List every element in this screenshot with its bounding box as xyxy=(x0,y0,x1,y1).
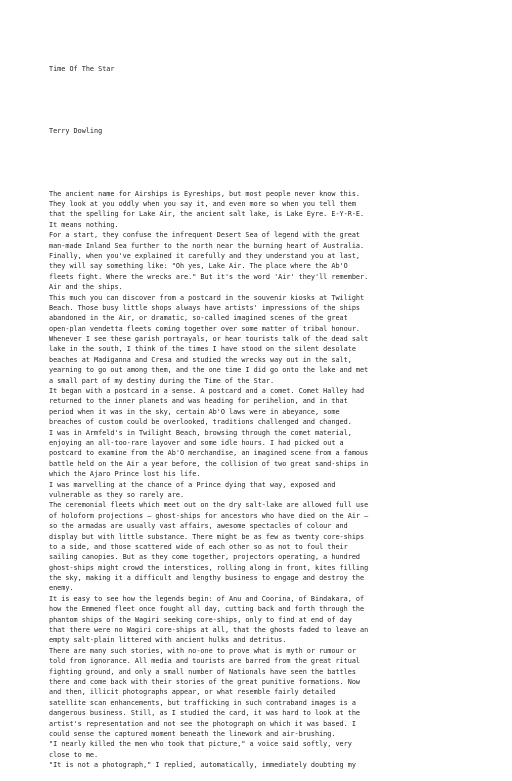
text-line: abandoned in the Air, or dramatic, so-called imagined scenes of the great xyxy=(49,314,348,323)
text-line: fighting ground, and only a small number of Nationals have seen the battles xyxy=(49,667,356,676)
text-line: It is easy to see how the legends begin: of Anu and Coorina, of Bindakara, of xyxy=(49,594,365,603)
text-line: the sky, making it a difficult and lengthy business to engage and destroy the xyxy=(49,574,365,583)
text-line: This much you can discover from a postcard in the souvenir kiosks at Twilight xyxy=(49,293,365,302)
text-line: battle held on the Air a year before, the collision of two great sand-ships in xyxy=(49,459,369,468)
text-line: enemy. xyxy=(49,584,74,593)
paragraph xyxy=(49,386,489,428)
paragraph xyxy=(49,189,489,231)
text-line: Finally, when you've explained it carefully and they understand you at last, xyxy=(49,251,360,260)
text-line: I was marvelling at the chance of a Prince dying that way, exposed and xyxy=(49,480,336,489)
text-line: "It is not a photograph," I replied, automatically, immediately doubting my xyxy=(49,761,356,770)
paragraph xyxy=(49,739,489,760)
text-line: postcard to examine from the Ab'O merchandise, an imagined scene from a famous xyxy=(49,449,369,458)
document-author: Terry Dowling xyxy=(49,127,103,136)
document-body xyxy=(49,189,489,771)
text-line: beaches at Madiganna and Cresa and studied the wrecks way out in the salt, xyxy=(49,355,352,364)
text-line: They look at you oddly when you say it, and even more so when you tell them xyxy=(49,200,356,209)
paragraph xyxy=(49,760,489,770)
text-line: man-made Inland Sea further to the north near the burning heart of Australia. xyxy=(49,241,365,250)
text-line: empty salt-plain littered with ancient hulks and detritus. xyxy=(49,636,287,645)
text-line: sailing canopies. But as they come together, projectors operating, a hundred xyxy=(49,553,360,562)
text-line: returned to the inner planets and was heading for perihelion, and in that xyxy=(49,397,348,406)
text-line: a small part of my destiny during the Time of the Star. xyxy=(49,376,275,385)
text-line: told from ignorance. All media and tourists are barred from the great ritual xyxy=(49,657,360,666)
text-line: There are many such stories, with no-one to prove what is myth or rumour or xyxy=(49,646,356,655)
text-line: The ceremonial fleets which meet out on the dry salt-lake are allowed full use xyxy=(49,501,369,510)
text-line: The ancient name for Airships is Eyreships, but most people never know this. xyxy=(49,189,360,198)
paragraph xyxy=(49,230,489,292)
text-line: yearning to go out among them, and the one time I did go onto the lake and met xyxy=(49,366,369,375)
text-line: could sense the captured moment beneath the linework and air-brushing. xyxy=(49,729,336,738)
text-line: how the Emmened fleet once fought all day, cutting back and forth through the xyxy=(49,605,365,614)
text-line: enjoying an all-too-rare layover and some idle hours. I had picked out a xyxy=(49,439,344,447)
text-line: I was in Armfeld's in Twilight Beach, browsing through the comet material, xyxy=(49,428,352,437)
text-line: close to me. xyxy=(49,750,99,759)
text-line: so the armadas are usually vast affairs, awesome spectacles of colour and xyxy=(49,522,348,531)
text-line: there and come back with their stories of the great punitive formations. Now xyxy=(49,677,360,686)
text-line: fleets fight. Where the wrecks are." But it's the word 'Air' they'll remember. xyxy=(49,272,369,281)
paragraph xyxy=(49,646,489,740)
text-line: It means nothing. xyxy=(49,220,119,229)
text-line: phantom ships of the Wagiri seeking core-ships, only to find at end of day xyxy=(49,615,352,624)
text-line: open-plan vendetta fleets coming together over some matter of tribal honour. xyxy=(49,324,360,333)
paragraph xyxy=(49,293,489,387)
text-line: which the Ajaro Prince lost his life. xyxy=(49,470,201,479)
text-line: artist's representation and not see the photograph on which it was based. I xyxy=(49,719,356,728)
paragraph xyxy=(49,500,489,594)
text-line: and then, illicit photographs appear, or what resemble fairly detailed xyxy=(49,688,336,697)
text-line: Whenever I see these garish portrayals, or hear tourists talk of the dead salt xyxy=(49,335,369,344)
text-line: vulnerable as they so rarely are. xyxy=(49,490,185,499)
paragraph xyxy=(49,594,489,646)
paragraph xyxy=(49,480,489,501)
document-title: Time Of The Star xyxy=(49,64,115,73)
text-line: they will say something like: "Oh yes, Lake Air. The place where the Ab'O xyxy=(49,262,348,271)
paragraph xyxy=(49,428,489,480)
text-line: that there were no Wagiri core-ships at all, that the ghosts faded to leave an xyxy=(49,626,369,635)
text-line: lake in the south, I think of the times I have stood on the silent desolate xyxy=(49,345,356,354)
text-line: to a side, and those scattered wide of each other so as not to foul their xyxy=(49,542,348,551)
text-line: that the spelling for Lake Air, the ancient salt lake, is Lake Eyre. E-Y-R-E. xyxy=(49,210,365,219)
text-line: "I nearly killed the men who took that picture," a voice said softly, very xyxy=(49,740,352,749)
text-line: dangerous business. Still, as I studied the card, it was hard to look at the xyxy=(49,709,360,718)
text-line: breaches of custom could be overlooked, traditions challenged and changed. xyxy=(49,418,352,427)
text-line: For a start, they confuse the infrequent Desert Sea of legend with the great xyxy=(49,231,360,240)
text-line: period when it was in the sky, certain Ab'O laws were in abeyance, some xyxy=(49,407,340,416)
document-page xyxy=(49,43,489,781)
text-line: of holoform projections — ghost-ships for ancestors who have died on the Air — xyxy=(49,511,369,520)
text-line: Beach. Those busy little shops always have artists' impressions of the ships xyxy=(49,303,360,312)
text-line: It began with a postcard in a sense. A postcard and a comet. Comet Halley had xyxy=(49,387,365,396)
spacer xyxy=(49,157,489,167)
text-line: ghost-ships might crowd the interstices, rolling along in front, kites filling xyxy=(49,563,369,572)
text-line: display but with little substance. There might be as few as twenty core-ships xyxy=(49,532,365,541)
text-line: Air and the ships. xyxy=(49,283,123,292)
text-line: satellite scan enhancements, but trafficking in such contraband images is a xyxy=(49,698,356,707)
spacer xyxy=(49,95,489,105)
